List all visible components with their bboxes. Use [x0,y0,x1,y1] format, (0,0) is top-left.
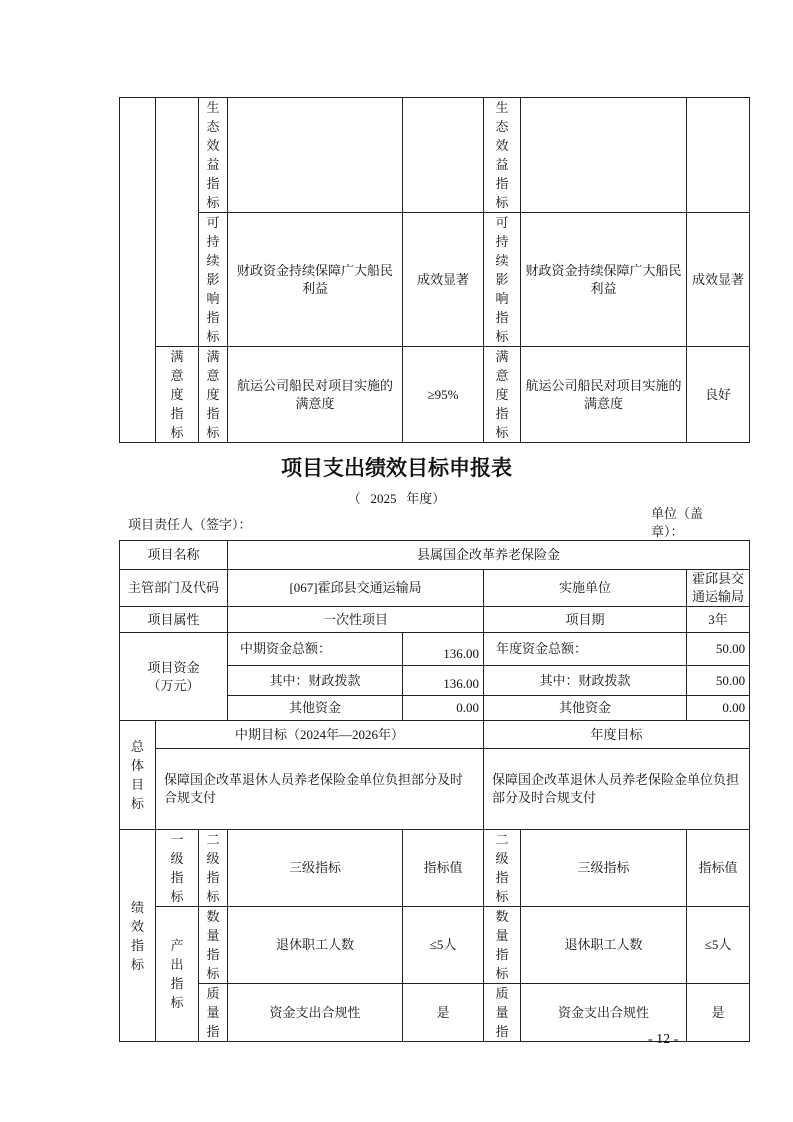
annual-fiscal: 50.00 [687,666,750,696]
level3-right [521,98,687,213]
level2-right: 满意度指标 [495,349,509,440]
table-row [120,347,750,443]
unit-seal-label: 单位（盖章）： [651,506,704,539]
table-row [120,570,750,607]
table-row [120,98,750,213]
level2-left: 满意度指标 [206,349,220,440]
value: 是 [403,984,484,1042]
annual-total-label: 年度资金总额： [484,633,687,666]
mid-fiscal-label: 其中：财政拨款 [228,666,403,696]
impl-label: 实施单位 [484,570,687,607]
table-row [120,907,750,984]
responsible-signature-label: 项目责任人（签字）： [128,517,252,532]
value-left: ≥95% [403,347,484,443]
level2-left: 可持续影响指标 [206,215,220,344]
level2-right: 质量指 [495,986,509,1039]
header-level2-right: 二级指标 [495,832,509,904]
level2-right: 生态效益指标 [495,100,509,210]
level3-right: 资金支出合规性 [521,984,687,1042]
period: 3年 [687,607,750,633]
page-number: - 12 - [648,1032,679,1047]
mid-total-label: 中期资金总额： [228,633,403,666]
table-row [120,607,750,633]
dept-label: 主管部门及代码 [120,570,228,607]
value-right: 成效显著 [687,213,750,347]
annual-other: 0.00 [687,696,750,721]
funds-label [120,633,228,721]
header-value: 指标值 [403,830,484,907]
form-title: 项目支出绩效目标申报表 [281,456,512,480]
table-row [120,721,750,749]
header-level3: 三级指标 [228,830,403,907]
header-value-right: 指标值 [687,830,750,907]
level2-right: 数量指标 [495,909,509,981]
level1-cell-empty [120,98,156,443]
form-year: （ 2025 年度） [347,491,446,506]
project-name-label: 项目名称 [120,541,228,570]
level3: 退休职工人数 [228,907,403,984]
level3-left: 财政资金持续保障广大船民利益 [228,213,403,347]
mid-other: 0.00 [403,696,484,721]
table-row [120,830,750,907]
impl: 霍邱县交通运输局 [687,570,750,607]
performance-goal-form [119,540,750,1042]
header-level2: 二级指标 [206,832,220,904]
annual-fiscal-label: 其中：财政拨款 [484,666,687,696]
project-name: 县属国企改革养老保险金 [228,541,750,570]
mid-other-label: 其他资金 [228,696,403,721]
annual-other-label: 其他资金 [484,696,687,721]
period-label: 项目期 [484,607,687,633]
level1-cell-empty [156,98,199,347]
header-level3-right: 三级指标 [521,830,687,907]
level3-right: 航运公司船民对项目实施的满意度 [521,347,687,443]
table-row [120,541,750,570]
level1-satisfaction: 满意度指标 [170,349,184,440]
overall-goal-label: 总体目标 [130,739,144,811]
value-right: 良好 [687,347,750,443]
level3-right: 退休职工人数 [521,907,687,984]
attr: 一次性项目 [228,607,484,633]
level2-right: 可持续影响指标 [495,215,509,344]
value-right [687,98,750,213]
value-left: 成效显著 [403,213,484,347]
level3-right: 财政资金持续保障广大船民利益 [521,213,687,347]
level3-left: 航运公司船民对项目实施的满意度 [228,347,403,443]
indicator-table-continued [119,97,750,443]
mid-fiscal: 136.00 [403,666,484,696]
mid-goal: 保障国企改革退休人员养老保险金单位负担部分及时合规支付 [156,749,484,830]
dept: [067]霍邱县交通运输局 [228,570,484,607]
annual-goal: 保障国企改革退休人员养老保险金单位负担部分及时合规支付 [484,749,750,830]
level2: 数量指标 [206,909,220,981]
mid-goal-label: 中期目标（2024年—2026年） [156,721,484,749]
value-left [403,98,484,213]
perf-label: 绩效指标 [130,899,144,972]
funds-label-text: 项目资金（万元） [147,659,200,693]
value-right: ≤5人 [687,907,750,984]
level3: 资金支出合规性 [228,984,403,1042]
value-right: 是 [687,984,750,1042]
mid-total: 136.00 [403,633,484,666]
table-row [120,749,750,830]
level3-left [228,98,403,213]
annual-goal-label: 年度目标 [484,721,750,749]
header-level1: 一级指标 [170,832,184,904]
attr-label: 项目属性 [120,607,228,633]
table-row [120,633,750,666]
table-row [120,213,750,347]
output-label: 产出指标 [170,938,184,1010]
annual-total: 50.00 [687,633,750,666]
level2: 质量指 [206,986,220,1039]
level2-left: 生态效益指标 [206,100,220,210]
value: ≤5人 [403,907,484,984]
